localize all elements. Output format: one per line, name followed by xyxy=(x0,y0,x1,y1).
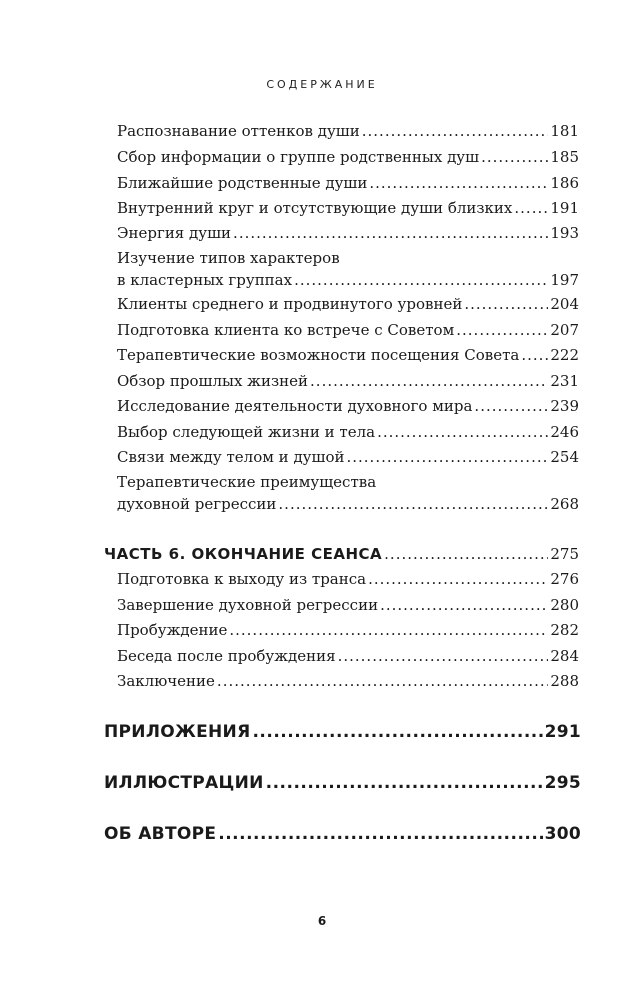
toc-entry[interactable] xyxy=(117,222,579,244)
toc-entry-title: Ближайшие родственные души xyxy=(117,174,368,192)
toc-entry-page: 282 xyxy=(550,621,579,639)
toc-entry-title-line1: Терапевтические преимущества xyxy=(117,473,377,491)
toc-entry-page: 288 xyxy=(550,672,579,690)
toc-entry[interactable] xyxy=(117,568,579,590)
toc-major-entry[interactable] xyxy=(104,772,581,794)
toc-entry[interactable] xyxy=(117,670,579,692)
toc-entry[interactable] xyxy=(117,395,579,417)
toc-entry-title: Клиенты среднего и продвинутого уровней xyxy=(117,295,463,313)
toc-entry[interactable] xyxy=(117,293,579,315)
leader-dots xyxy=(464,293,548,315)
leader-dots xyxy=(310,370,548,392)
toc-entry-title: Заключение xyxy=(117,672,215,690)
toc-entry[interactable] xyxy=(117,247,579,291)
toc-entry[interactable] xyxy=(117,421,579,443)
toc-entry-title: Связи между телом и душой xyxy=(117,448,345,466)
toc-entry-title: Терапевтические возможности посещения Совета xyxy=(117,346,520,364)
toc-entry-page: 185 xyxy=(550,148,579,166)
toc-major-title: ИЛЛЮСТРАЦИИ xyxy=(104,773,264,793)
toc-entry[interactable] xyxy=(117,120,579,142)
toc-entry-title: Внутренний круг и отсутствующие души близких xyxy=(117,199,513,217)
toc-entry-title-line2: духовной регрессии xyxy=(117,495,277,513)
toc-entry-page: 197 xyxy=(550,271,579,289)
toc-major-entry[interactable] xyxy=(104,823,581,845)
toc-entry-page: 204 xyxy=(550,295,579,313)
toc-entry-title: Выбор следующей жизни и тела xyxy=(117,423,376,441)
leader-dots xyxy=(456,319,548,341)
leader-dots xyxy=(369,172,548,194)
toc-entry[interactable] xyxy=(117,344,579,366)
toc-entry-title: Пробуждение xyxy=(117,621,228,639)
leader-dots xyxy=(380,594,548,616)
toc-entry-title-line1: Изучение типов характеров xyxy=(117,249,340,267)
leader-dots xyxy=(278,493,548,515)
toc-entry-title-line2: в кластерных группах xyxy=(117,271,293,289)
toc-entry[interactable] xyxy=(117,645,579,667)
leader-dots xyxy=(368,568,548,590)
toc-entry-page: 276 xyxy=(550,570,579,588)
leader-dots xyxy=(346,446,548,468)
toc-entry-title: Исследование деятельности духовного мира xyxy=(117,397,473,415)
toc-entry-page: 284 xyxy=(550,647,579,665)
toc-entry-page: 186 xyxy=(550,174,579,192)
leader-dots xyxy=(514,197,548,219)
running-header: СОДЕРЖАНИЕ xyxy=(266,78,378,91)
toc-major-title: ПРИЛОЖЕНИЯ xyxy=(104,722,251,742)
toc-entry-title: Подготовка к выходу из транса xyxy=(117,570,367,588)
toc-part-heading[interactable] xyxy=(104,543,579,565)
toc-major-title: ОБ АВТОРЕ xyxy=(104,824,217,844)
leader-dots xyxy=(384,543,548,565)
toc-entry-page: 191 xyxy=(550,199,579,217)
toc-entry[interactable] xyxy=(117,197,579,219)
toc-entry-page: 280 xyxy=(550,596,579,614)
toc-entry-page: 254 xyxy=(550,448,579,466)
toc-entry-title: Беседа после пробуждения xyxy=(117,647,336,665)
toc-entry[interactable] xyxy=(117,172,579,194)
toc-entry-page: 268 xyxy=(550,495,579,513)
toc-entry-title: Сбор информации о группе родственных душ xyxy=(117,148,480,166)
leader-dots xyxy=(266,772,543,794)
toc-part-page: 275 xyxy=(550,545,579,563)
toc-entry[interactable] xyxy=(117,594,579,616)
leader-dots xyxy=(294,269,548,291)
toc-entry[interactable] xyxy=(117,619,579,641)
leader-dots xyxy=(338,645,549,667)
toc-part-title: ЧАСТЬ 6. ОКОНЧАНИЕ СЕАНСА xyxy=(104,545,383,563)
toc-entry-page: 222 xyxy=(550,346,579,364)
toc-entry[interactable] xyxy=(117,319,579,341)
leader-dots xyxy=(362,120,549,142)
toc-major-page: 291 xyxy=(544,722,581,742)
toc-major-entry[interactable] xyxy=(104,721,581,743)
toc-entry-page: 231 xyxy=(550,372,579,390)
leader-dots xyxy=(521,344,548,366)
toc-entry-page: 239 xyxy=(550,397,579,415)
toc-major-page: 300 xyxy=(544,824,581,844)
toc-entry[interactable] xyxy=(117,446,579,468)
toc-entry-page: 246 xyxy=(550,423,579,441)
toc-entry-page: 181 xyxy=(550,122,579,140)
page-number: 6 xyxy=(317,914,327,928)
toc-entry-page: 207 xyxy=(550,321,579,339)
toc-entry-title: Обзор прошлых жизней xyxy=(117,372,309,390)
leader-dots xyxy=(233,222,548,244)
toc-entry[interactable] xyxy=(117,370,579,392)
leader-dots xyxy=(217,670,548,692)
toc-major-page: 295 xyxy=(544,773,581,793)
leader-dots xyxy=(474,395,548,417)
leader-dots xyxy=(252,721,542,743)
leader-dots xyxy=(229,619,548,641)
toc-entry-title: Подготовка клиента ко встрече с Советом xyxy=(117,321,455,339)
leader-dots xyxy=(218,823,542,845)
toc-entry-title: Энергия души xyxy=(117,224,232,242)
toc-entry-title: Завершение духовной регрессии xyxy=(117,596,379,614)
leader-dots xyxy=(377,421,548,443)
toc-entry[interactable] xyxy=(117,471,579,515)
toc-entry[interactable] xyxy=(117,146,579,168)
leader-dots xyxy=(481,146,548,168)
toc-entry-page: 193 xyxy=(550,224,579,242)
toc-entry-title: Распознавание оттенков души xyxy=(117,122,360,140)
